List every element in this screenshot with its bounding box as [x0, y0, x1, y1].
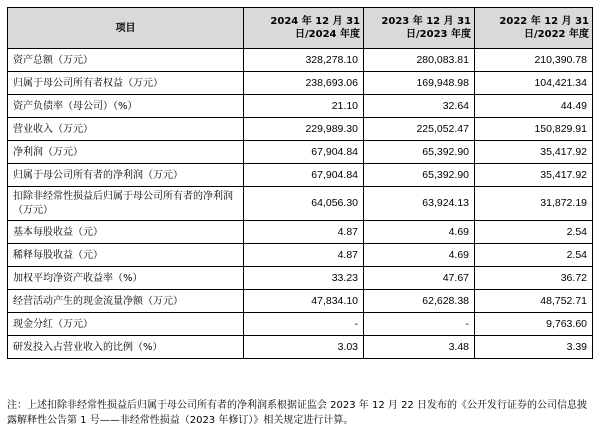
table-row	[8, 267, 593, 290]
cell-2024: 328,278.10	[244, 49, 364, 72]
table-row	[8, 221, 593, 244]
row-label: 资产总额（万元）	[8, 49, 244, 72]
table-row	[8, 313, 593, 336]
cell-2023: -	[364, 313, 475, 336]
cell-2022: 31,872.19	[475, 187, 593, 221]
cell-2024: 33.23	[244, 267, 364, 290]
row-label: 归属于母公司所有者的净利润（万元）	[8, 164, 244, 187]
row-label: 基本每股收益（元）	[8, 221, 244, 244]
cell-2023: 225,052.47	[364, 118, 475, 141]
cell-2022: 150,829.91	[475, 118, 593, 141]
cell-2022: 2.54	[475, 221, 593, 244]
row-label: 归属于母公司所有者权益（万元）	[8, 72, 244, 95]
table-row	[8, 187, 593, 221]
row-label: 研发投入占营业收入的比例（%）	[8, 336, 244, 359]
table-row	[8, 141, 593, 164]
cell-2023: 62,628.38	[364, 290, 475, 313]
cell-2022: 9,763.60	[475, 313, 593, 336]
row-label: 经营活动产生的现金流量净额（万元）	[8, 290, 244, 313]
cell-2022: 210,390.78	[475, 49, 593, 72]
header-2022: 2022 年 12 月 31 日/2022 年度	[475, 8, 593, 49]
cell-2023: 280,083.81	[364, 49, 475, 72]
table-row	[8, 72, 593, 95]
cell-2022: 44.49	[475, 95, 593, 118]
row-label: 扣除非经常性损益后归属于母公司所有者的净利润（万元）	[8, 187, 244, 221]
financial-table-container	[7, 7, 592, 359]
cell-2024: 4.87	[244, 244, 364, 267]
row-label: 净利润（万元）	[8, 141, 244, 164]
table-row	[8, 95, 593, 118]
cell-2022: 3.39	[475, 336, 593, 359]
header-2024: 2024 年 12 月 31 日/2024 年度	[244, 8, 364, 49]
cell-2023: 63,924.13	[364, 187, 475, 221]
cell-2024: 238,693.06	[244, 72, 364, 95]
header-item: 项目	[8, 8, 244, 49]
table-row	[8, 164, 593, 187]
financial-summary-table	[7, 7, 593, 359]
cell-2024: 3.03	[244, 336, 364, 359]
cell-2024: 67,904.84	[244, 164, 364, 187]
cell-2023: 32.64	[364, 95, 475, 118]
cell-2022: 35,417.92	[475, 164, 593, 187]
table-footnote: 注：上述扣除非经常性损益后归属于母公司所有者的净利润系根据证监会 2023 年 12 月 22 日发布的《公开发行证券的公司信息披露解释性公告第 1 号——非经常性损益（2023 年修订）》相关规定进行计算。	[7, 400, 587, 426]
cell-2022: 48,752.71	[475, 290, 593, 313]
cell-2023: 65,392.90	[364, 141, 475, 164]
cell-2024: 67,904.84	[244, 141, 364, 164]
cell-2022: 2.54	[475, 244, 593, 267]
row-label: 加权平均净资产收益率（%）	[8, 267, 244, 290]
cell-2024: -	[244, 313, 364, 336]
cell-2023: 65,392.90	[364, 164, 475, 187]
cell-2024: 64,056.30	[244, 187, 364, 221]
cell-2022: 35,417.92	[475, 141, 593, 164]
table-header-row	[8, 8, 593, 49]
row-label: 资产负债率（母公司）（%）	[8, 95, 244, 118]
cell-2023: 47.67	[364, 267, 475, 290]
cell-2023: 4.69	[364, 221, 475, 244]
cell-2024: 21.10	[244, 95, 364, 118]
table-row	[8, 290, 593, 313]
row-label: 营业收入（万元）	[8, 118, 244, 141]
table-row	[8, 336, 593, 359]
row-label: 稀释每股收益（元）	[8, 244, 244, 267]
cell-2023: 3.48	[364, 336, 475, 359]
cell-2024: 229,989.30	[244, 118, 364, 141]
cell-2023: 169,948.98	[364, 72, 475, 95]
header-2023: 2023 年 12 月 31 日/2023 年度	[364, 8, 475, 49]
table-row	[8, 244, 593, 267]
row-label: 现金分红（万元）	[8, 313, 244, 336]
cell-2024: 47,834.10	[244, 290, 364, 313]
cell-2024: 4.87	[244, 221, 364, 244]
cell-2022: 104,421.34	[475, 72, 593, 95]
cell-2023: 4.69	[364, 244, 475, 267]
table-row	[8, 49, 593, 72]
cell-2022: 36.72	[475, 267, 593, 290]
table-row	[8, 118, 593, 141]
